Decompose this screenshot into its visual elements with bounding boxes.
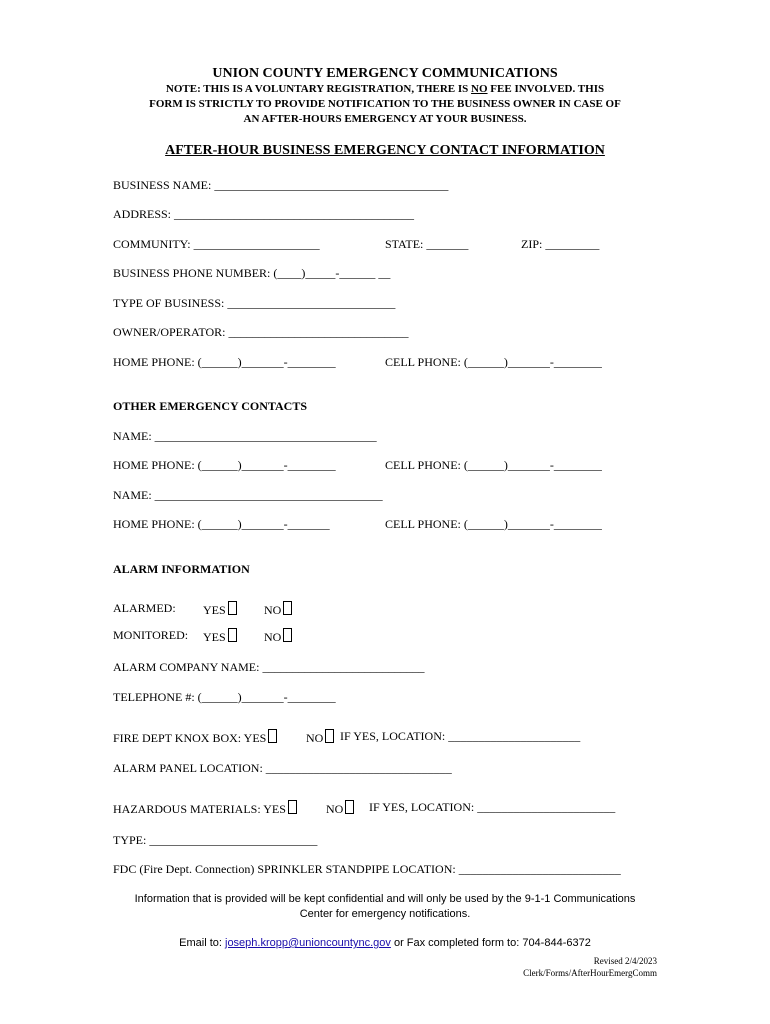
owner-operator-field[interactable]: OWNER/OPERATOR: ______________________________ [113, 325, 409, 339]
owner-cell-phone-field[interactable]: CELL PHONE: (______)_______-________ [385, 355, 602, 369]
knox-box-no-option[interactable]: NO [306, 729, 334, 745]
alarmed-yes-option[interactable]: YES [203, 601, 237, 617]
email-link[interactable]: joseph.kropp@unioncountync.gov [225, 937, 391, 949]
alarmed-no-checkbox[interactable] [283, 601, 292, 615]
hazmat-no-option[interactable]: NO [326, 800, 354, 816]
contact-2-name-field[interactable]: NAME: ______________________________________ [113, 488, 383, 502]
community-field[interactable]: COMMUNITY: _____________________ [113, 237, 320, 251]
alarm-heading: ALARM INFORMATION [113, 562, 250, 576]
alarm-company-field[interactable]: ALARM COMPANY NAME: ___________________________ [113, 660, 425, 674]
form-title: UNION COUNTY EMERGENCY COMMUNICATIONS [212, 66, 558, 81]
hazmat-yes-checkbox[interactable] [288, 800, 297, 814]
contacts-heading: OTHER EMERGENCY CONTACTS [113, 399, 308, 413]
contact-2-cell-phone-field[interactable]: CELL PHONE: (______)_______-________ [385, 517, 602, 531]
contact-1-name-field[interactable]: NAME: _____________________________________ [113, 429, 377, 443]
alarmed-yes-checkbox[interactable] [228, 601, 237, 615]
state-field[interactable]: STATE: _______ [385, 237, 469, 251]
contact-1-cell-phone-field[interactable]: CELL PHONE: (______)_______-________ [385, 458, 602, 472]
fdc-location-field[interactable]: FDC (Fire Dept. Connection) SPRINKLER STANDPIPE LOCATION: ___________________________ [113, 862, 621, 876]
business-name-field[interactable]: BUSINESS NAME: _______________________________________ [113, 178, 449, 192]
owner-home-phone-field[interactable]: HOME PHONE: (______)_______-________ [113, 355, 336, 369]
note-line-3: AN AFTER-HOURS EMERGENCY AT YOUR BUSINESS. [243, 113, 527, 125]
alarm-panel-location-field[interactable]: ALARM PANEL LOCATION: _______________________________ [113, 761, 452, 775]
business-phone-field[interactable]: BUSINESS PHONE NUMBER: (____)_____-______ __ [113, 266, 391, 280]
no-fee-emphasis: NO [471, 83, 488, 95]
hazmat-no-checkbox[interactable] [345, 800, 354, 814]
confidentiality-line-1: Information that is provided will be kept confidential and will only be used by the 9-1-1 Communications [134, 893, 636, 905]
hazmat-yes-option[interactable]: HAZARDOUS MATERIALS: YES [113, 800, 297, 816]
note-line-1: NOTE: THIS IS A VOLUNTARY REGISTRATION, THERE IS NO FEE INVOLVED. THIS [165, 83, 605, 95]
confidentiality-line-2: Center for emergency notifications. [299, 908, 471, 920]
business-type-field[interactable]: TYPE OF BUSINESS: ____________________________ [113, 296, 396, 310]
monitored-yes-option[interactable]: YES [203, 628, 237, 644]
monitored-yes-checkbox[interactable] [228, 628, 237, 642]
address-field[interactable]: ADDRESS: ________________________________________ [113, 207, 415, 221]
monitored-no-checkbox[interactable] [283, 628, 292, 642]
email-line: Email to: joseph.kropp@unioncountync.gov or Fax completed form to: 704-844-6372 [179, 937, 591, 949]
contact-2-home-phone-field[interactable]: HOME PHONE: (______)_______-_______ [113, 517, 330, 531]
monitored-label: MONITORED: [113, 628, 189, 642]
note-line-2: FORM IS STRICTLY TO PROVIDE NOTIFICATION TO THE BUSINESS OWNER IN CASE OF [149, 98, 621, 110]
revised-date: Revised 2/4/2023 [593, 956, 657, 966]
alarmed-no-option[interactable]: NO [264, 601, 292, 617]
hazmat-location-field[interactable]: IF YES, LOCATION: _______________________ [369, 800, 616, 814]
knox-box-yes-checkbox[interactable] [268, 729, 277, 743]
hazmat-type-field[interactable]: TYPE: ____________________________ [113, 833, 318, 847]
contact-1-home-phone-field[interactable]: HOME PHONE: (______)_______-________ [113, 458, 336, 472]
knox-box-no-checkbox[interactable] [325, 729, 334, 743]
form-path: Clerk/Forms/AfterHourEmergComm [523, 968, 657, 978]
knox-box-location-field[interactable]: IF YES, LOCATION: ______________________ [340, 729, 581, 743]
zip-field[interactable]: ZIP: _________ [521, 237, 600, 251]
form-subtitle: AFTER-HOUR BUSINESS EMERGENCY CONTACT INFORMATION [165, 143, 605, 158]
alarmed-label: ALARMED: [113, 601, 176, 615]
alarm-telephone-field[interactable]: TELEPHONE #: (______)_______-________ [113, 690, 336, 704]
knox-box-yes-option[interactable]: FIRE DEPT KNOX BOX: YES [113, 729, 277, 745]
monitored-no-option[interactable]: NO [264, 628, 292, 644]
